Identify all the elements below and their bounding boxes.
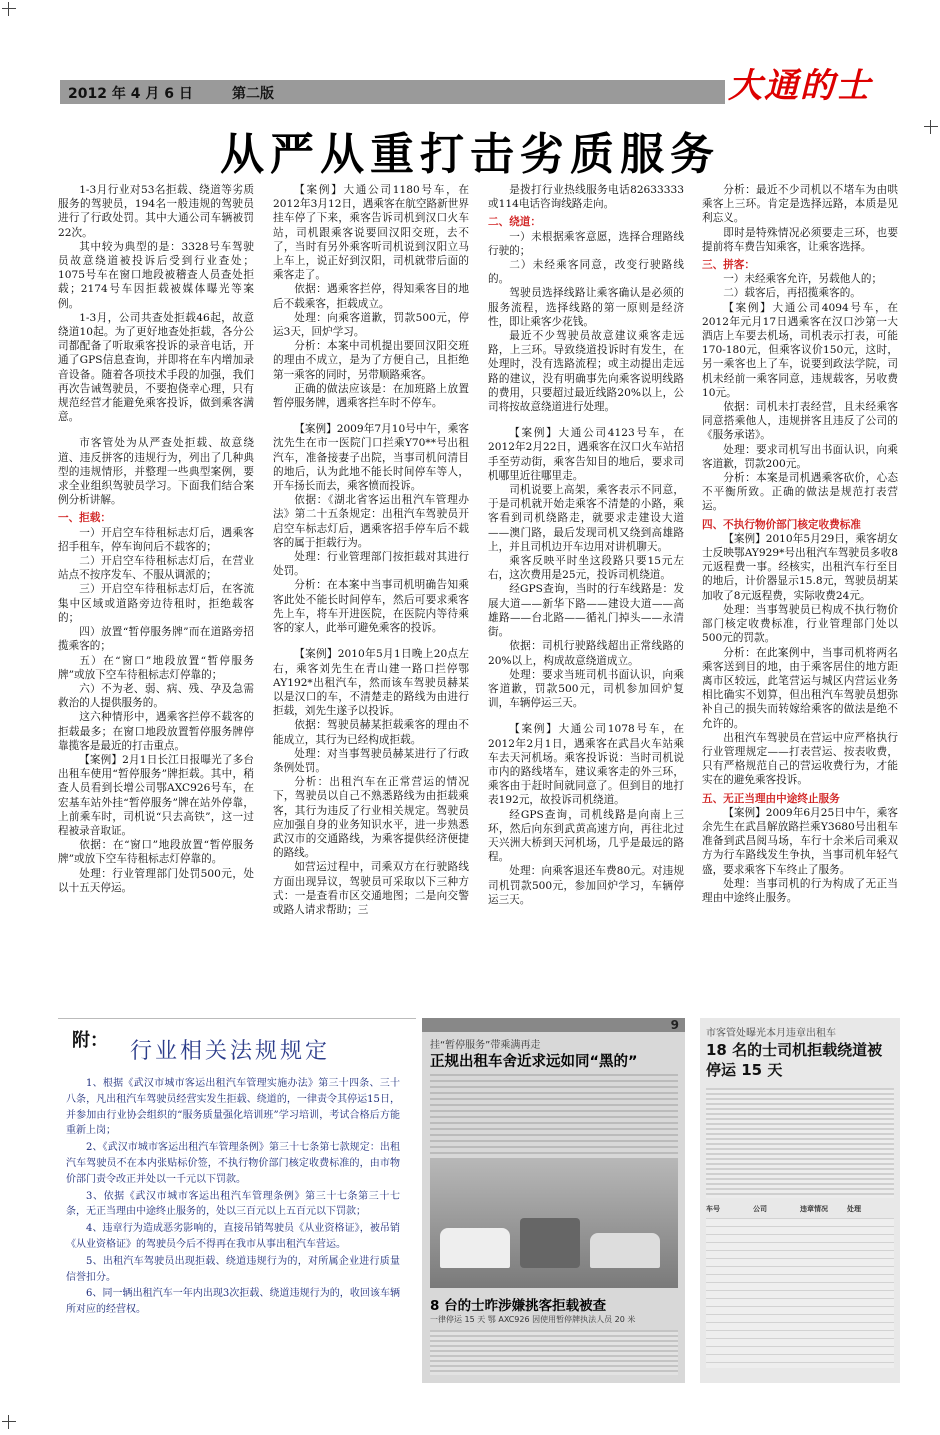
section-heading: 二、绕道： [488,216,541,229]
article-column-2 [273,183,469,917]
article-paragraph: 二）未经乘客同意，改变行驶路线的。 [488,259,684,286]
article-paragraph: 【案例】大通公司4123号车，在2012年2月22日，遇乘客在汉口火车站招手至劳动街，乘客告知目的地后，要求司机哪里近往哪里走。 [488,427,684,482]
article-paragraph: 【案例】2009年6月25日中午，乘客余先生在武昌解放路拦乘Y3680号出租车准备到武昌阅马场，车行十余米后司乘双方为行车路线发生争执，当事司机年轻气盛，要求乘客下车终止了服务。 [702,806,898,876]
article-paragraph: 【案例】2月1日长江日报曝光了多台出租车使用“暂停服务”牌拒载。其中，稍查人员看到长增公司鄂AXC926号车，在宏基车站外挂“暂停服务”牌在站外停靠，上前乘车时，司机说“只去高铁”，这一过程被录音取证。 [58,753,254,837]
law-item: 5、出租汽车驾驶员出现拒载、绕道违规行为的，对所属企业进行质量信誉扣分。 [66,1255,400,1283]
article-paragraph: 处理：向乘客退还车费80元。对违规司机罚款500元，参加回炉学习，车辆停运三天。 [488,865,684,906]
article-paragraph: 是拨打行业热线服务电话82633333或114电话咨询线路走向。 [488,184,684,211]
article-column-3 [488,183,684,907]
article-paragraph: 依据：遇乘客拦停，得知乘客目的地后不载乘客，拒载成立。 [273,283,469,310]
crop-mark [2,1415,16,1429]
paragraph-gap [273,635,469,647]
clipping2-table-header: 违章情况 [800,1205,828,1213]
section-heading: 三、拼客： [702,259,755,272]
paragraph-gap [273,410,469,422]
article-paragraph: 正确的做法应该是：在加班路上放置暂停服务牌，遇乘客拦车时不停车。 [273,382,469,410]
law-list [66,1076,400,1319]
appendix-label: 附： [72,1030,108,1051]
news-clipping-table [700,1018,900,1383]
article-paragraph: 三）开启空车待租标志灯后，在客流集中区域或道路旁边待租时，拒绝载客的； [58,583,254,624]
paragraph-gap [58,424,254,436]
crop-mark [2,2,16,16]
law-item: 6、同一辆出租汽车一年内出现3次拒载、绕道违规行为的，收回该车辆所对应的经营权。 [66,1288,400,1316]
article-paragraph: 如营运过程中，司乘双方在行驶路线方面出现异议，驾驶员可采取以下三种方式：一是查看市区交通地图；二是向交警或路人请求帮助；三 [273,861,469,916]
article-paragraph: 这六种情形中，遇乘客拦停不载客的拒载最多；在窗口地段放置暂停服务牌停靠揽客是最近的打击重点。 [58,711,254,752]
paragraph-gap [488,710,684,722]
article-paragraph: 经GPS查询，当时的行车线路是：发展大道——新华下路——建设大道——高雄路——台北路——循礼门掉头——永清街。 [488,583,684,639]
news-clipping-photo [422,1018,685,1383]
article-paragraph: 六）不为老、弱、病、残、孕及急需救治的人提供服务的。 [58,682,254,710]
article-paragraph: 处理：要求司机写出书面认识，向乘客道歉，罚款200元。 [702,443,898,470]
section-heading: 一、拒载： [58,512,111,525]
article-paragraph: 五）在“窗口”地段放置“暂停服务牌”或放下空车待租标志灯停靠的； [58,654,254,681]
clipping-caption: 8 台的士昨涉嫌挑客拒载被查 [430,1298,607,1314]
article-paragraph: 驾驶员选择线路让乘客确认是必须的服务流程，选择线路的第一原则是经济性，即让乘客少花钱。 [488,287,684,328]
article-paragraph: 【案例】大通公司4094号车，在2012年元月17日遇乘客在汉口沙第一大酒店上车要去机场，司机表示打表，可能170-180元，但乘客议价150元，这时，另一乘客也上了车，说要到政法学院，司机未经前一乘客同意，违规载客，另收费10元。 [702,301,898,399]
article-paragraph: 依据：司机行驶路线超出正常线路的20%以上，构成故意绕道成立。 [488,640,684,667]
article-paragraph: 分析：出租汽车在正常营运的情况下，驾驶员以自己不熟悉路线为由拒载乘客，其行为违反了行业相关规定。驾驶员应加强自身的业务知识水平，进一步熟悉武汉市的交通路线，为乘客提供经济便捷的路线。 [273,776,469,860]
article-paragraph: 【案例】2009年7月10号中午，乘客沈先生在市一医院门口拦乘Y70**号出租汽车，准备接妻子出院，当事司机问清目的地后，认为此地不能长时间停车等人，开车扬长而去，乘客愤而投诉。 [273,423,469,493]
article-paragraph: 依据：驾驶员赫某拒载乘客的理由不能成立，其行为已经构成拒载。 [273,719,469,746]
article-paragraph: 处理：当事驾驶员已构成不执行物价部门核定收费标准，行业管理部门处以500元的罚款。 [702,603,898,645]
clipping2-table-header: 车号 [706,1205,720,1213]
clipping-subcaption: 一律停运 15 天 鄂 AXC926 因使用暂停牌执法人员 20 米 [430,1315,636,1324]
article-paragraph: 二）载客后，再招揽乘客的。 [723,287,861,300]
article-paragraph: 【案例】2010年5月29日，乘客胡女士反映鄂AY929*号出租汽车驾驶员多收8元返程费一事。经核实，出租汽车行至目的地后，计价器显示15.8元，驾驶员胡某加收了8元返程费，实际收费24元。 [702,532,898,602]
article-paragraph: 二）开启空车待租标志灯后，在营业站点不按序发车、不服从调派的； [58,555,254,582]
page-headline: 从严从重打击劣质服务 [220,129,720,180]
clipping2-table-header: 处理 [847,1205,861,1213]
article-column-4 [702,183,898,905]
clipping-kicker: 挂“暂停服务”带乘满再走 [430,1040,541,1051]
article-paragraph: 经GPS查询，司机线路是向南上三环，然后向东到武黄高速方向，再往北过天兴洲大桥到天河机场，几乎是最远的路程。 [488,808,684,864]
clipping-page-number: 9 [670,1018,679,1032]
section-heading: 五、无正当理由中途终止服务 [702,792,840,805]
article-paragraph: 分析：本案是司机遇乘客砍价，心态不平衡所致。正确的做法是规范打表营运。 [702,472,898,513]
article-paragraph: 一）未经乘客允许，另载他人的； [723,273,883,286]
article-paragraph: 处理：要求当班司机书面认识，向乘客道歉，罚款500元，司机参加回炉复训，车辆停运三天。 [488,668,684,710]
paragraph-gap [488,414,684,426]
law-item: 2、《武汉市城市客运出租汽车管理条例》第三十七条第七款规定：出租汽车驾驶员不在本内张贴标价签，不执行物价部门核定收费标准的，由市物价部门责令改正并处以一千元以下罚款。 [66,1142,400,1185]
article-paragraph: 依据：《湖北省客运出租汽车管理办法》第二十五条规定：出租汽车驾驶员开启空车标志灯后，遇乘客招手停车后不载客的属于拒载行为。 [273,494,469,549]
article-paragraph: 处理：行业管理部门处罚500元，处以十五天停运。 [58,867,254,894]
article-paragraph: 【案例】大通公司1078号车，在2012年2月1日，遇乘客在武昌火车站乘车去天河机场。乘客投诉说：当时司机说市内的路线堵车，建议乘客走的外三环，乘客由于赶时间就同意了。但到目的地打表192元，故投诉司机绕道。 [488,723,684,807]
article-paragraph: 1-3月行业对53名拒载、绕道等劣质服务的驾驶员，194名一般违规的驾驶员进行了行政处罚。其中大通公司车辆被罚22次。 [58,184,254,239]
law-item: 4、违章行为造成恶劣影响的，直接吊销驾驶员《从业资格证》，被吊销《从业资格证》的驾驶员今后不得再在我市从事出租汽车营运。 [66,1223,400,1250]
article-paragraph: 【案例】大通公司1180号车，在2012年3月12日，遇乘客在航空路新世界挂车停了下来，乘客告诉司机到汉口火车站，司机跟乘客说要回汉阳交班，去不了，当时有另外乘客听司机说到汉阳立马上车上，说正好到汉阳，司机就带后面的乘客走了。 [273,184,469,282]
clipping2-kicker: 市客管处曝光本月违章出租车 [706,1028,836,1039]
header-bar [60,80,725,104]
article-paragraph: 分析：在本案中当事司机明确告知乘客此处不能长时间停车，然后可要求乘客先上车，将车开进医院，在医院内等待乘客的家人，此举可避免乘客的投诉。 [273,579,469,635]
article-paragraph: 分析：最近不少司机以不堵车为由哄乘客上三环。肯定是选择远路，本质是见利忘义。 [702,184,898,225]
clipping2-table-header: 公司 [753,1205,767,1213]
article-paragraph: 一）未根据乘客意愿，选择合理路线行驶的； [488,230,684,257]
article-paragraph: 司机说要上高架，乘客表示不同意，于是司机就开始走乘客不清楚的小路，乘客看到司机绕路走，就要求走建设大道——澳门路，最后发现司机又绕到高雄路上，并且司机边开车边用对讲机聊天。 [488,484,684,553]
newspaper-logo: 大通的士 [728,66,872,106]
issue-date: 2012 年 4 月 6 日 [68,86,193,102]
article-paragraph: 出租汽车驾驶员在营运中应严格执行行业管理规定——打表营运、按表收费，只有严格规范自己的营运收费行为，才能实在的避免乘客投诉。 [702,731,898,787]
article-paragraph: 分析：本案中司机提出要回汉阳交班的理由不成立，是为了方便自己，且拒绝第一乘客的同时，另带顺路乘客。 [273,340,469,381]
article-column-1 [58,183,254,895]
clipping-headline: 正规出租车舍近求远如同“黑的” [430,1054,638,1070]
article-paragraph: 处理：行业管理部门按拒载对其进行处罚。 [273,551,469,578]
article-paragraph: 市客管处为从严查处拒载、故意绕道、违反拼客的违规行为，列出了几种典型的违规情形，并整理一些典型案例，要求全业组织驾驶员学习。下面我们结合案例分析讲解。 [58,437,254,507]
clipping2-headline: 18 名的士司机拒载绕道被停运 15 天 [706,1041,883,1079]
edition-label: 第二版 [232,86,274,102]
article-paragraph: 其中较为典型的是：3328号车驾驶员故意绕道被投诉后受到行业查处；1075号车在窗口地段被稽查人员查处拒载；2174号车因拒载被媒体曝光等案例。 [58,240,254,310]
clipping-photo [430,1158,678,1288]
article-paragraph: 【案例】2010年5月1日晚上20点左右，乘客刘先生在青山建一路口拦停鄂AY192*出租汽车，然而该车驾驶员赫某以是汉口的车，不清楚走的路线为由进行拒载，刘先生遂予以投诉。 [273,648,469,718]
article-paragraph: 四）放置“暂停服务牌”而在道路旁招揽乘客的； [58,626,254,653]
appendix-title: 行业相关法规规定 [130,1039,331,1064]
article-paragraph: 处理：对当事驾驶员赫某进行了行政条例处罚。 [273,747,469,774]
article-paragraph: 一）开启空车待租标志灯后，遇乘客招手租车，停车询问后不载客的； [58,526,254,553]
article-paragraph: 1-3月，公司共查处拒载46起，故意绕道10起。为了更好地查处拒载，各分公司都配备了听取乘客投诉的录音电话，开通了GPS信息查询，并即将在车内增加录音设备。随着各项技术手段的加强，我们再次告诫驾驶员，不要抱侥幸心理，只有规范经营才能避免乘客投诉，做到乘客满意。 [58,311,254,424]
article-paragraph: 最近不少驾驶员故意建议乘客走远路，上三环。导致绕道投诉时有发生，在处理时，没有选路流程；或主动提出走远路的建议，没有明确事先向乘客说明线路的费用，只要超过最近线路20%以上，公司将按故意绕道进行处理。 [488,330,684,414]
law-item: 1、根据《武汉市城市客运出租汽车管理实施办法》第三十四条、三十八条，凡出租汽车驾驶员经营实发生拒载、绕道的，一律责令其停运15日，并参加由行业协会组织的“服务质量强化培训班”学习培训，考试合格后方能重新上岗； [66,1078,400,1137]
article-paragraph: 依据：在“窗口”地段放置“暂停服务牌”或放下空车待租标志灯停靠的。 [58,839,254,866]
clipping2-table [706,1204,894,1214]
article-paragraph: 处理：当事司机的行为构成了无正当理由中途终止服务。 [702,877,898,904]
article-paragraph: 分析：在此案例中，当事司机将两名乘客送到目的地，由于乘客居住的地方距离市区较远，此笔营运与城区内营运业务相比确实不划算，但出租汽车驾驶员想弥补自己的损失而转嫁给乘客的做法是绝不允许的。 [702,646,898,730]
article-paragraph: 依据：司机未打表经营，且未经乘客同意搭乘他人，违规拼客且违反了公司的《服务承诺》。 [702,401,898,442]
article-paragraph: 即时是特殊情况必须要走三环，也要提前将车费告知乘客，让乘客选择。 [702,226,898,253]
section-heading: 四、不执行物价部门核定收费标准 [702,518,861,531]
law-item: 3、依据《武汉市城市客运出租汽车管理条例》第三十七条第三十七条，无正当理由中途终止服务的，处以三百元以上五百元以下罚款； [66,1190,400,1218]
article-paragraph: 处理：向乘客道歉，罚款500元，停运3天，回炉学习。 [273,311,469,339]
article-paragraph: 乘客反映平时坐这段路只要15元左右，这次费用是25元，投诉司机绕道。 [488,555,684,582]
